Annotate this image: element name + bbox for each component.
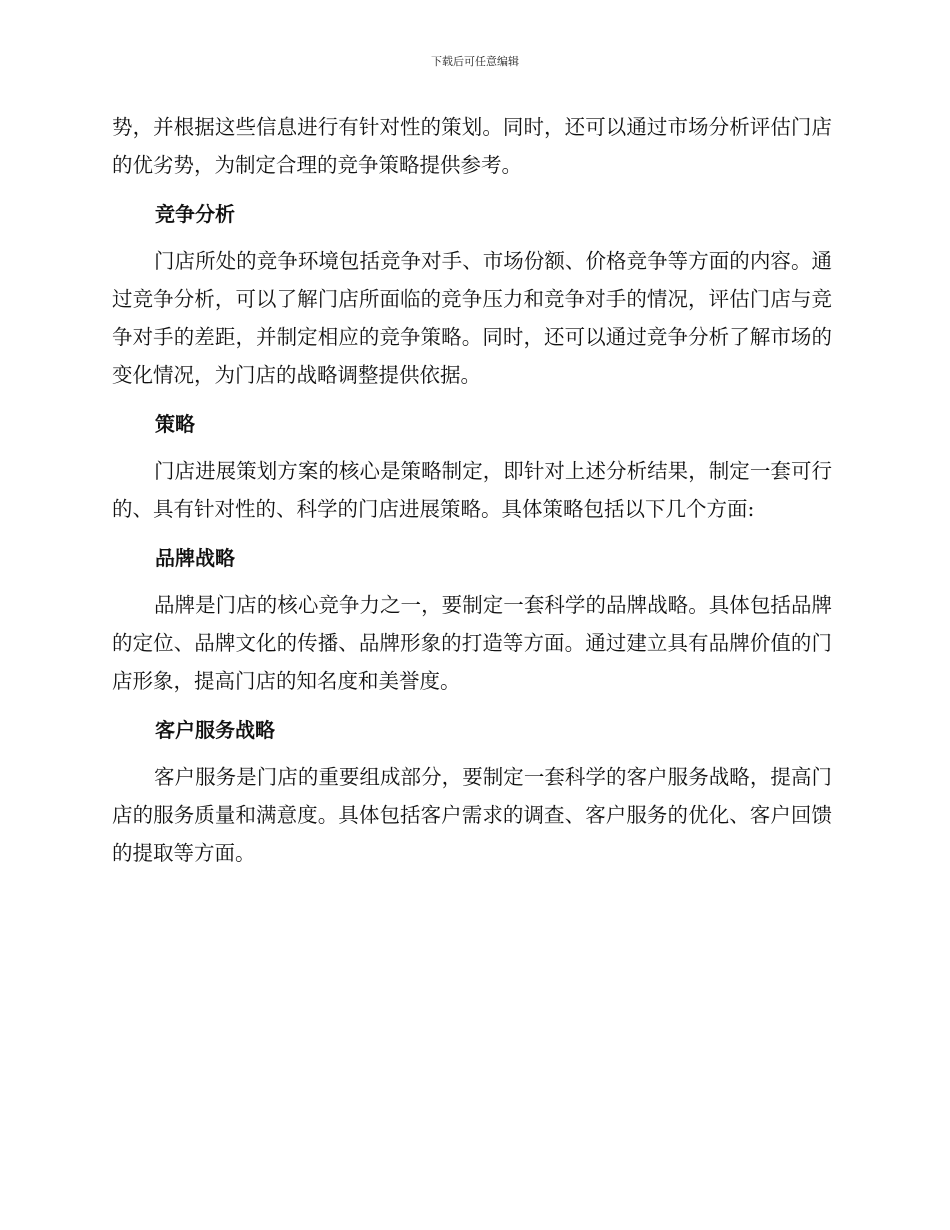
customer-service-paragraph: 客户服务是门店的重要组成部分，要制定一套科学的客户服务战略，提高门店的服务质量和满意度。具体包括客户需求的调查、客户服务的优化、客户回馈的提取等方面。: [112, 765, 832, 865]
strategy-paragraph: 门店进展策划方案的核心是策略制定，即针对上述分析结果，制定一套可行的、具有针对性的、科学的门店进展策略。具体策略包括以下几个方面:: [112, 459, 832, 521]
customer-service-heading: 客户服务战略: [155, 718, 275, 742]
competition-analysis-paragraph: 门店所处的竞争环境包括竞争对手、市场份额、价格竞争等方面的内容。通过竞争分析，可以了解门店所面临的竞争压力和竞争对手的情况，评估门店与竞争对手的差距，并制定相应的竞争策略。同时，还可以通过竞争分析了解市场的变化情况，为门店的战略调整提供依据。: [112, 249, 832, 387]
brand-strategy-paragraph: 品牌是门店的核心竞争力之一，要制定一套科学的品牌战略。具体包括品牌的定位、品牌文化的传播、品牌形象的打造等方面。通过建立具有品牌价值的门店形象，提高门店的知名度和美誉度。: [112, 593, 832, 693]
page-header: 下载后可任意编辑: [431, 55, 519, 68]
intro-paragraph: 势，并根据这些信息进行有针对性的策划。同时，还可以通过市场分析评估门店的优劣势，为制定合理的竞争策略提供参考。: [112, 115, 832, 177]
brand-strategy-heading: 品牌战略: [155, 546, 235, 570]
strategy-heading: 策略: [155, 412, 195, 436]
document-body: [112, 108, 832, 882]
competition-analysis-heading: 竞争分析: [155, 202, 235, 226]
